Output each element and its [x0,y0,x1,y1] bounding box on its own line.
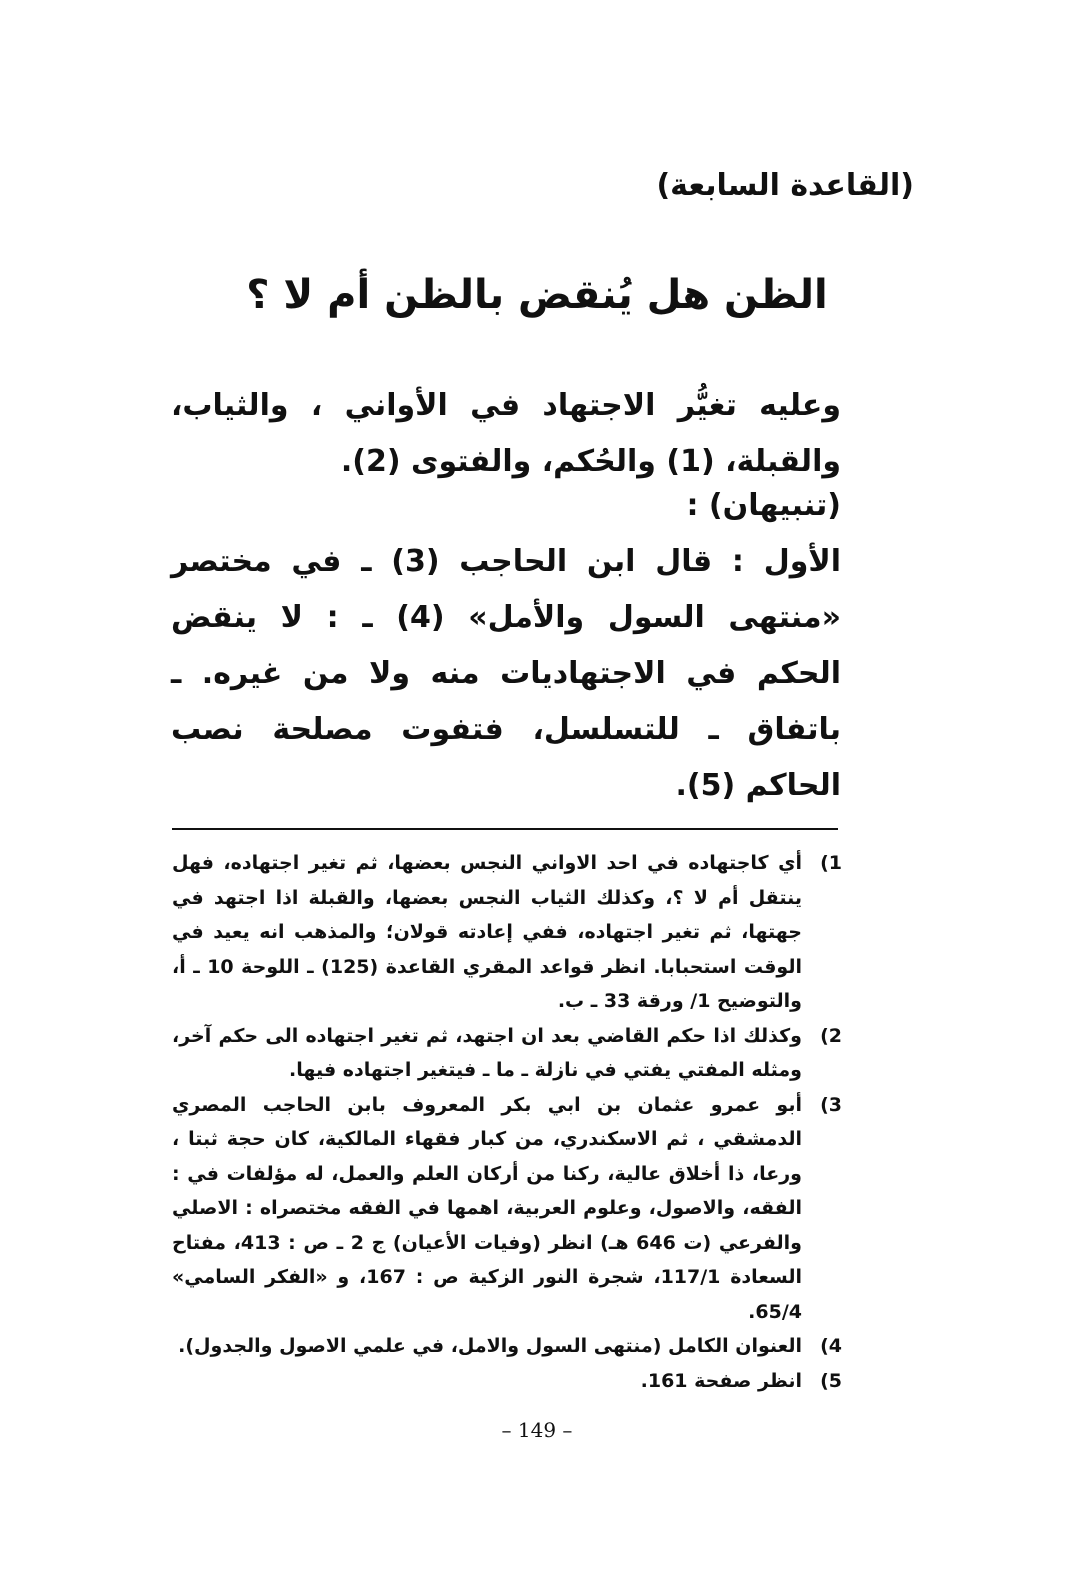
footnote-text: انظر صفحة 161. [640,1369,802,1392]
footnote-number: 2) [820,1024,842,1047]
page-number: – 149 – [501,1418,573,1442]
footnote-number: 3) [820,1093,842,1116]
footnote-2 [172,1019,842,1088]
footnote-5 [172,1364,842,1399]
page-title: الظن هل يُنقض بالظن أم لا ؟ [246,272,828,318]
footnote-1 [172,846,842,1019]
footnote-number: 4) [820,1335,842,1357]
footnote-text: أي كاجتهاده في احد الاواني النجس بعضها، ثم تغير اجتهاده، فهل ينتقل أم لا ؟، وكذلك الثياب النجس بعضها، والقبلة اذا اجتهد في جهتها، ثم تغير اجتهاده، ففي إعادته قولان؛ والمذهب انه يعيد في الوقت استحبابا. انظر قواعد المقري القاعدة (125) ـ اللوحة 10 ـ أ، والتوضيح 1/ ورقة 33 ـ ب. [172,852,802,1012]
footnote-4 [172,1329,842,1364]
body-paragraph-2: الأول : قال ابن الحاجب (3) ـ في مختصر «منتهى السول والأمل» (4) ـ : لا ينقض الحكم في الاجتهاديات منه ولا من غيره. ـ باتفاق ـ للتسلسل، فتفوت مصلحة نصب الحاكم (5). [171,544,842,803]
footnote-text: وكذلك اذا حكم القاضي بعد ان اجتهد، ثم تغير اجتهاده الى حكم آخر، ومثله المفتي يفتي في نازلة ـ ما ـ فيتغير اجتهاده فيها. [172,1024,802,1081]
footnote-number: 5) [820,1369,842,1392]
footnotes [172,846,842,1398]
footnote-number: 1) [820,852,842,874]
footnote-3 [172,1088,842,1330]
footnote-text: العنوان الكامل (منتهى السول والامل، في علمي الاصول والجدول). [178,1335,802,1357]
section-label: (القاعدة السابعة) [656,168,914,203]
tanbihan-heading: (تنبيهان) : [686,488,841,523]
body-paragraph-1: وعليه تغيُّر الاجتهاد في الأواني ، والثياب، والقبلة، (1) والحُكم، والفتوى (2). [171,388,841,479]
footnote-text: أبو عمرو عثمان بن ابي بكر المعروف بابن الحاجب المصري الدمشقي ، ثم الاسكندري، من كبار فقهاء المالكية، كان حجة ثبتا ، ورعا، ذا أخلاق عالية، ركنا من أركان العلم والعمل، له مؤلفات في : الفقه، والاصول، وعلوم العربية، اهمها في الفقه مختصراه : الاصلي والفرعي (ت 646 هـ) انظر (وفيات الأعيان) ج 2 ـ ص : 413، مفتاح السعادة 117/1، شجرة النور الزكية ص : 167، و «الفكر السامي» 65/4. [172,1093,802,1323]
footnote-divider [172,828,838,830]
